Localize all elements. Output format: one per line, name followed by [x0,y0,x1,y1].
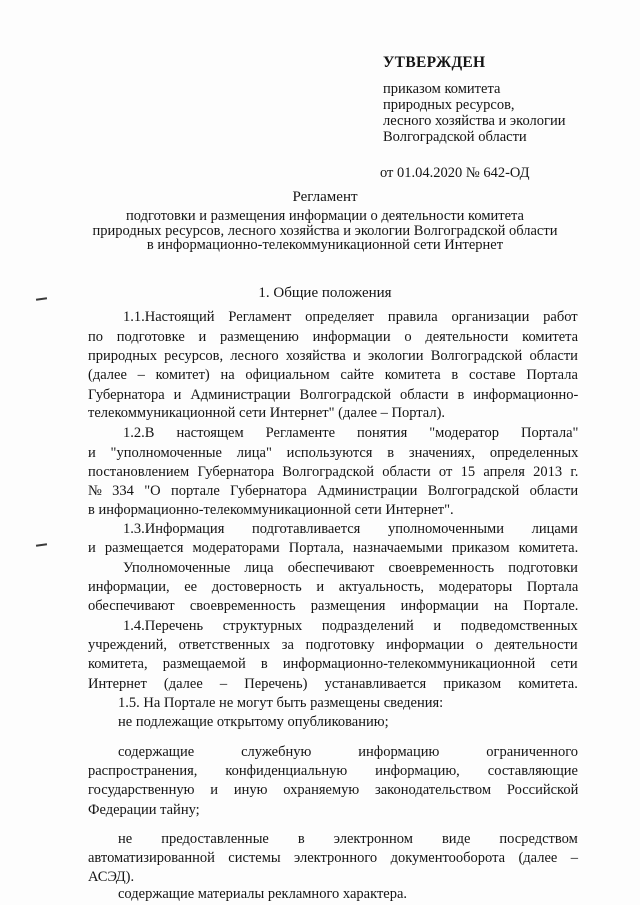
body-line: природных ресурсов, лесного хозяйства и экологии Волгоградской области [88,348,578,364]
margin-mark [36,297,47,301]
body-line: 1.3.Информация подготавливается уполномоченными лицами [123,521,578,537]
approval-date: от 01.04.2020 № 642-ОД [380,165,530,181]
body-line: и "уполномоченные лица" используются в значениях, определенных [88,445,579,461]
body-line: в информационно-телекоммуникационной сети Интернет". [88,502,454,518]
body-line: 1.2.В настоящем Регламенте понятия "модератор Портала" [123,425,579,441]
approval-line: Волгоградской области [383,129,527,145]
approval-line: природных ресурсов, [383,97,515,113]
margin-mark [36,543,47,547]
body-line: информации, ее достоверность и актуальность, модераторы Портала [88,579,579,595]
body-line: телекоммуникационной сети Интернет" (далее – Портал). [88,405,446,421]
body-line: обеспечивают своевременность размещения информации на Портале. [88,598,579,614]
body-line: учреждений, ответственных за подготовку информации о деятельности [88,637,578,653]
body-line: Губернатора и Администрации Волгоградской области в информационно- [88,387,579,403]
approval-block [380,54,613,196]
title-word: Регламент [292,189,358,205]
body-line: содержащие материалы рекламного характера. [118,886,408,902]
body-line: по подготовке и размещению информации о деятельности комитета [88,329,579,345]
document-title [60,189,590,253]
body-line: не подлежащие открытому опубликованию; [118,714,389,730]
approval-line: приказом комитета [383,81,501,97]
body-line: государственную и иную охраняемую законодательством Российской [88,782,579,798]
body-line: 1.5. На Портале не могут быть размещены сведения: [118,695,444,711]
body-line: не предоставленные в электронном виде посредством [118,831,578,847]
body-line: 1.4.Перечень структурных подразделений и подведомственных [123,618,578,634]
body-line: автоматизированной системы электронного документооборота (далее – [88,850,578,866]
section-heading: 1. Общие положения [258,285,392,301]
body-line: 1.1.Настоящий Регламент определяет правила организации работ [123,309,578,325]
approval-line: лесного хозяйства и экологии [383,113,566,129]
title-line: подготовки и размещения информации о деятельности комитета [126,208,524,224]
body-line: АСЭД). [88,869,135,885]
body-line: № 334 "О портале Губернатора Администрации Волгоградской области [88,483,579,499]
approval-heading: УТВЕРЖДЕН [383,54,486,71]
body-line: содержащие служебную информацию ограниченного [118,744,579,760]
body-line: Уполномоченные лица обеспечивают своевременность подготовки [123,560,578,576]
body-line: распространения, конфиденциальную информацию, составляющие [88,763,578,779]
body-line: и размещается модераторами Портала, назначаемыми приказом комитета. [88,540,579,556]
body-line: Федерации тайну; [88,802,200,818]
body-line: (далее – комитет) на официальном сайте комитета в составе Портала [88,367,578,383]
body-line: Интернет (далее – Перечень) устанавливается приказом комитета. [88,676,578,692]
body-line: постановлением Губернатора Волгоградской области от 15 апреля 2013 г. [88,464,579,480]
body-line: комитета, размещаемой в информационно-телекоммуникационной сети [88,656,578,672]
title-line: природных ресурсов, лесного хозяйства и экологии Волгоградской области [92,222,558,239]
title-line: в информационно-телекоммуникационной сети Интернет [146,237,504,253]
